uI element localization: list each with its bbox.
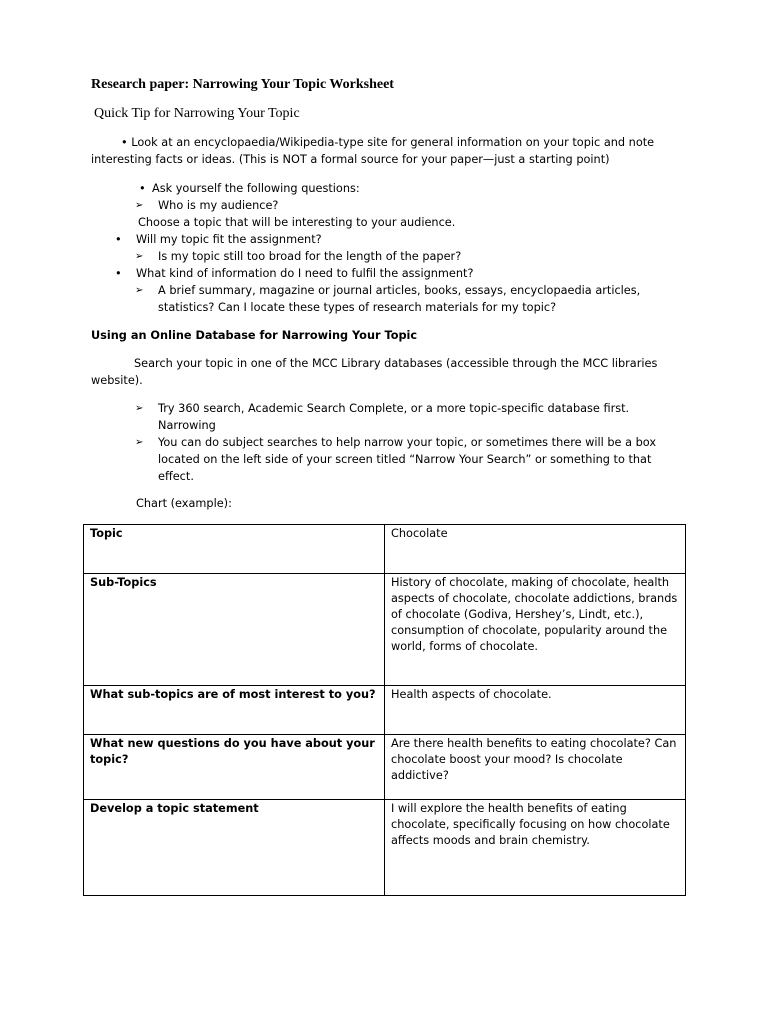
table-row xyxy=(84,525,686,574)
topic-chart-table xyxy=(83,524,686,896)
row-label: Sub-Topics xyxy=(84,574,385,686)
question-list xyxy=(91,180,691,316)
arrow-bullet-icon: ➢ xyxy=(135,285,144,296)
bullet-icon: • xyxy=(139,182,146,195)
row-label: Topic xyxy=(84,525,385,574)
row-value: I will explore the health benefits of eating chocolate, specifically focusing on how chocolate affects moods and brain chemistry. xyxy=(385,800,686,896)
table-row xyxy=(84,800,686,896)
list-item: ➢ You can do subject searches to help narrow your topic, or sometimes there will be a box xyxy=(135,436,657,449)
intro-text: • Look at an encyclopaedia/Wikipedia-type site for general information on your topic and note interesting facts or ideas. (This is NOT a formal source for your paper—just a starting point) xyxy=(91,136,655,166)
intro-paragraph xyxy=(91,134,691,168)
row-value: Health aspects of chocolate. xyxy=(385,686,686,735)
database-paragraph: Search your topic in one of the MCC Library databases (accessible through the MCC libraries website). xyxy=(91,357,658,387)
list-item: Choose a topic that will be interesting to your audience. xyxy=(138,216,456,229)
list-item: ➢ Try 360 search, Academic Search Complete, or a more topic-specific database first. xyxy=(135,402,630,415)
arrow-bullet-icon: ➢ xyxy=(135,403,144,414)
list-item: • Ask yourself the following questions: xyxy=(139,182,360,195)
bullet-icon: • xyxy=(115,233,122,246)
row-label: Develop a topic statement xyxy=(84,800,385,896)
list-item: ➢ Who is my audience? xyxy=(135,199,279,212)
arrow-bullet-icon: ➢ xyxy=(135,437,144,448)
list-item: • What kind of information do I need to fulfil the assignment? xyxy=(115,267,474,280)
table-row xyxy=(84,735,686,800)
section-subtitle: Quick Tip for Narrowing Your Topic xyxy=(94,106,300,121)
database-tips xyxy=(91,400,691,485)
row-value: Chocolate xyxy=(385,525,686,574)
chart-label: Chart (example): xyxy=(136,497,232,510)
bullet-icon: • xyxy=(115,267,122,280)
list-item: Narrowing xyxy=(158,419,216,432)
row-label: What sub-topics are of most interest to you? xyxy=(84,686,385,735)
table-row xyxy=(84,686,686,735)
list-item: statistics? Can I locate these types of research materials for my topic? xyxy=(158,301,557,314)
arrow-bullet-icon: ➢ xyxy=(135,200,144,211)
arrow-bullet-icon: ➢ xyxy=(135,251,144,262)
list-item: • Will my topic fit the assignment? xyxy=(115,233,322,246)
list-item: located on the left side of your screen titled “Narrow Your Search” or something to that xyxy=(158,453,652,466)
database-heading: Using an Online Database for Narrowing Your Topic xyxy=(91,329,418,342)
row-value: Are there health benefits to eating chocolate? Can chocolate boost your mood? Is chocolate addictive? xyxy=(385,735,686,800)
list-item: effect. xyxy=(158,470,194,483)
row-value: History of chocolate, making of chocolate, health aspects of chocolate, chocolate addictions, brands of chocolate (Godiva, Hershey’s, Lindt, etc.), consumption of chocolate, popularity around the world, forms of chocolate. xyxy=(385,574,686,686)
table-row xyxy=(84,574,686,686)
page-title: Research paper: Narrowing Your Topic Worksheet xyxy=(91,77,394,92)
list-item: ➢ Is my topic still too broad for the length of the paper? xyxy=(135,250,462,263)
row-label: What new questions do you have about your topic? xyxy=(84,735,385,800)
list-item: ➢ A brief summary, magazine or journal articles, books, essays, encyclopaedia articles, xyxy=(135,284,641,297)
